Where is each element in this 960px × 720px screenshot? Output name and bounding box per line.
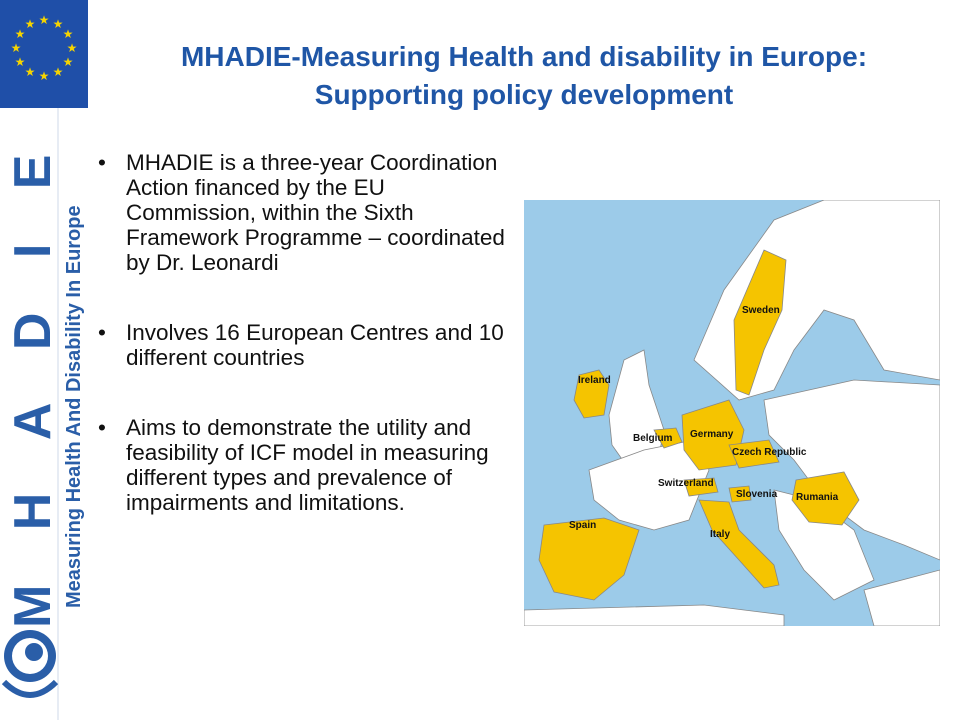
eu-flag-icon xyxy=(0,0,88,108)
svg-text:★: ★ xyxy=(14,27,26,41)
label-czech-republic: Czech Republic xyxy=(732,447,807,458)
banner-subtitle: Measuring Health And Disability In Europe xyxy=(63,205,85,608)
slide-title xyxy=(96,38,952,114)
bullet-marker: • xyxy=(98,415,106,440)
label-sweden: Sweden xyxy=(742,305,780,316)
bullet-text: MHADIE is a three-year Coordination Action financed by the EU Commission, within the Sixth Framework Programme – coordinated by Dr. Leonardi xyxy=(126,150,505,275)
svg-text:★: ★ xyxy=(62,27,74,41)
banner-vertical-text xyxy=(0,108,88,720)
bullet-marker: • xyxy=(98,320,106,345)
bullet-list xyxy=(96,150,516,560)
svg-text:★: ★ xyxy=(62,55,74,69)
svg-text:★: ★ xyxy=(14,55,26,69)
svg-text:★: ★ xyxy=(24,17,36,31)
svg-text:★: ★ xyxy=(52,65,64,79)
bullet-text: Involves 16 European Centres and 10 different countries xyxy=(126,320,504,370)
list-item xyxy=(96,320,516,370)
label-switzerland: Switzerland xyxy=(658,478,714,489)
banner-letters: M H A D I E xyxy=(4,134,62,628)
svg-text:★: ★ xyxy=(38,69,50,83)
label-germany: Germany xyxy=(690,429,734,440)
bullet-text: Aims to demonstrate the utility and feasibility of ICF model in measuring different types and prevalence of impairments and limitations. xyxy=(126,415,489,515)
slide-title-line1: MHADIE-Measuring Health and disability in Europe: xyxy=(180,41,868,72)
svg-text:★: ★ xyxy=(38,13,50,27)
europe-map xyxy=(524,200,940,626)
svg-text:★: ★ xyxy=(66,41,78,55)
list-item xyxy=(96,150,516,275)
slide-title-line2: Supporting policy development xyxy=(314,79,734,110)
label-italy: Italy xyxy=(710,529,731,540)
label-ireland: Ireland xyxy=(578,375,611,386)
svg-text:★: ★ xyxy=(10,41,22,55)
svg-text:★: ★ xyxy=(24,65,36,79)
label-slovenia: Slovenia xyxy=(736,489,778,500)
label-rumania: Rumania xyxy=(796,492,839,503)
mhadie-banner xyxy=(0,0,88,720)
label-spain: Spain xyxy=(569,520,597,531)
svg-text:★: ★ xyxy=(52,17,64,31)
label-belgium: Belgium xyxy=(633,433,673,444)
bullet-marker: • xyxy=(98,150,106,175)
list-item xyxy=(96,415,516,515)
